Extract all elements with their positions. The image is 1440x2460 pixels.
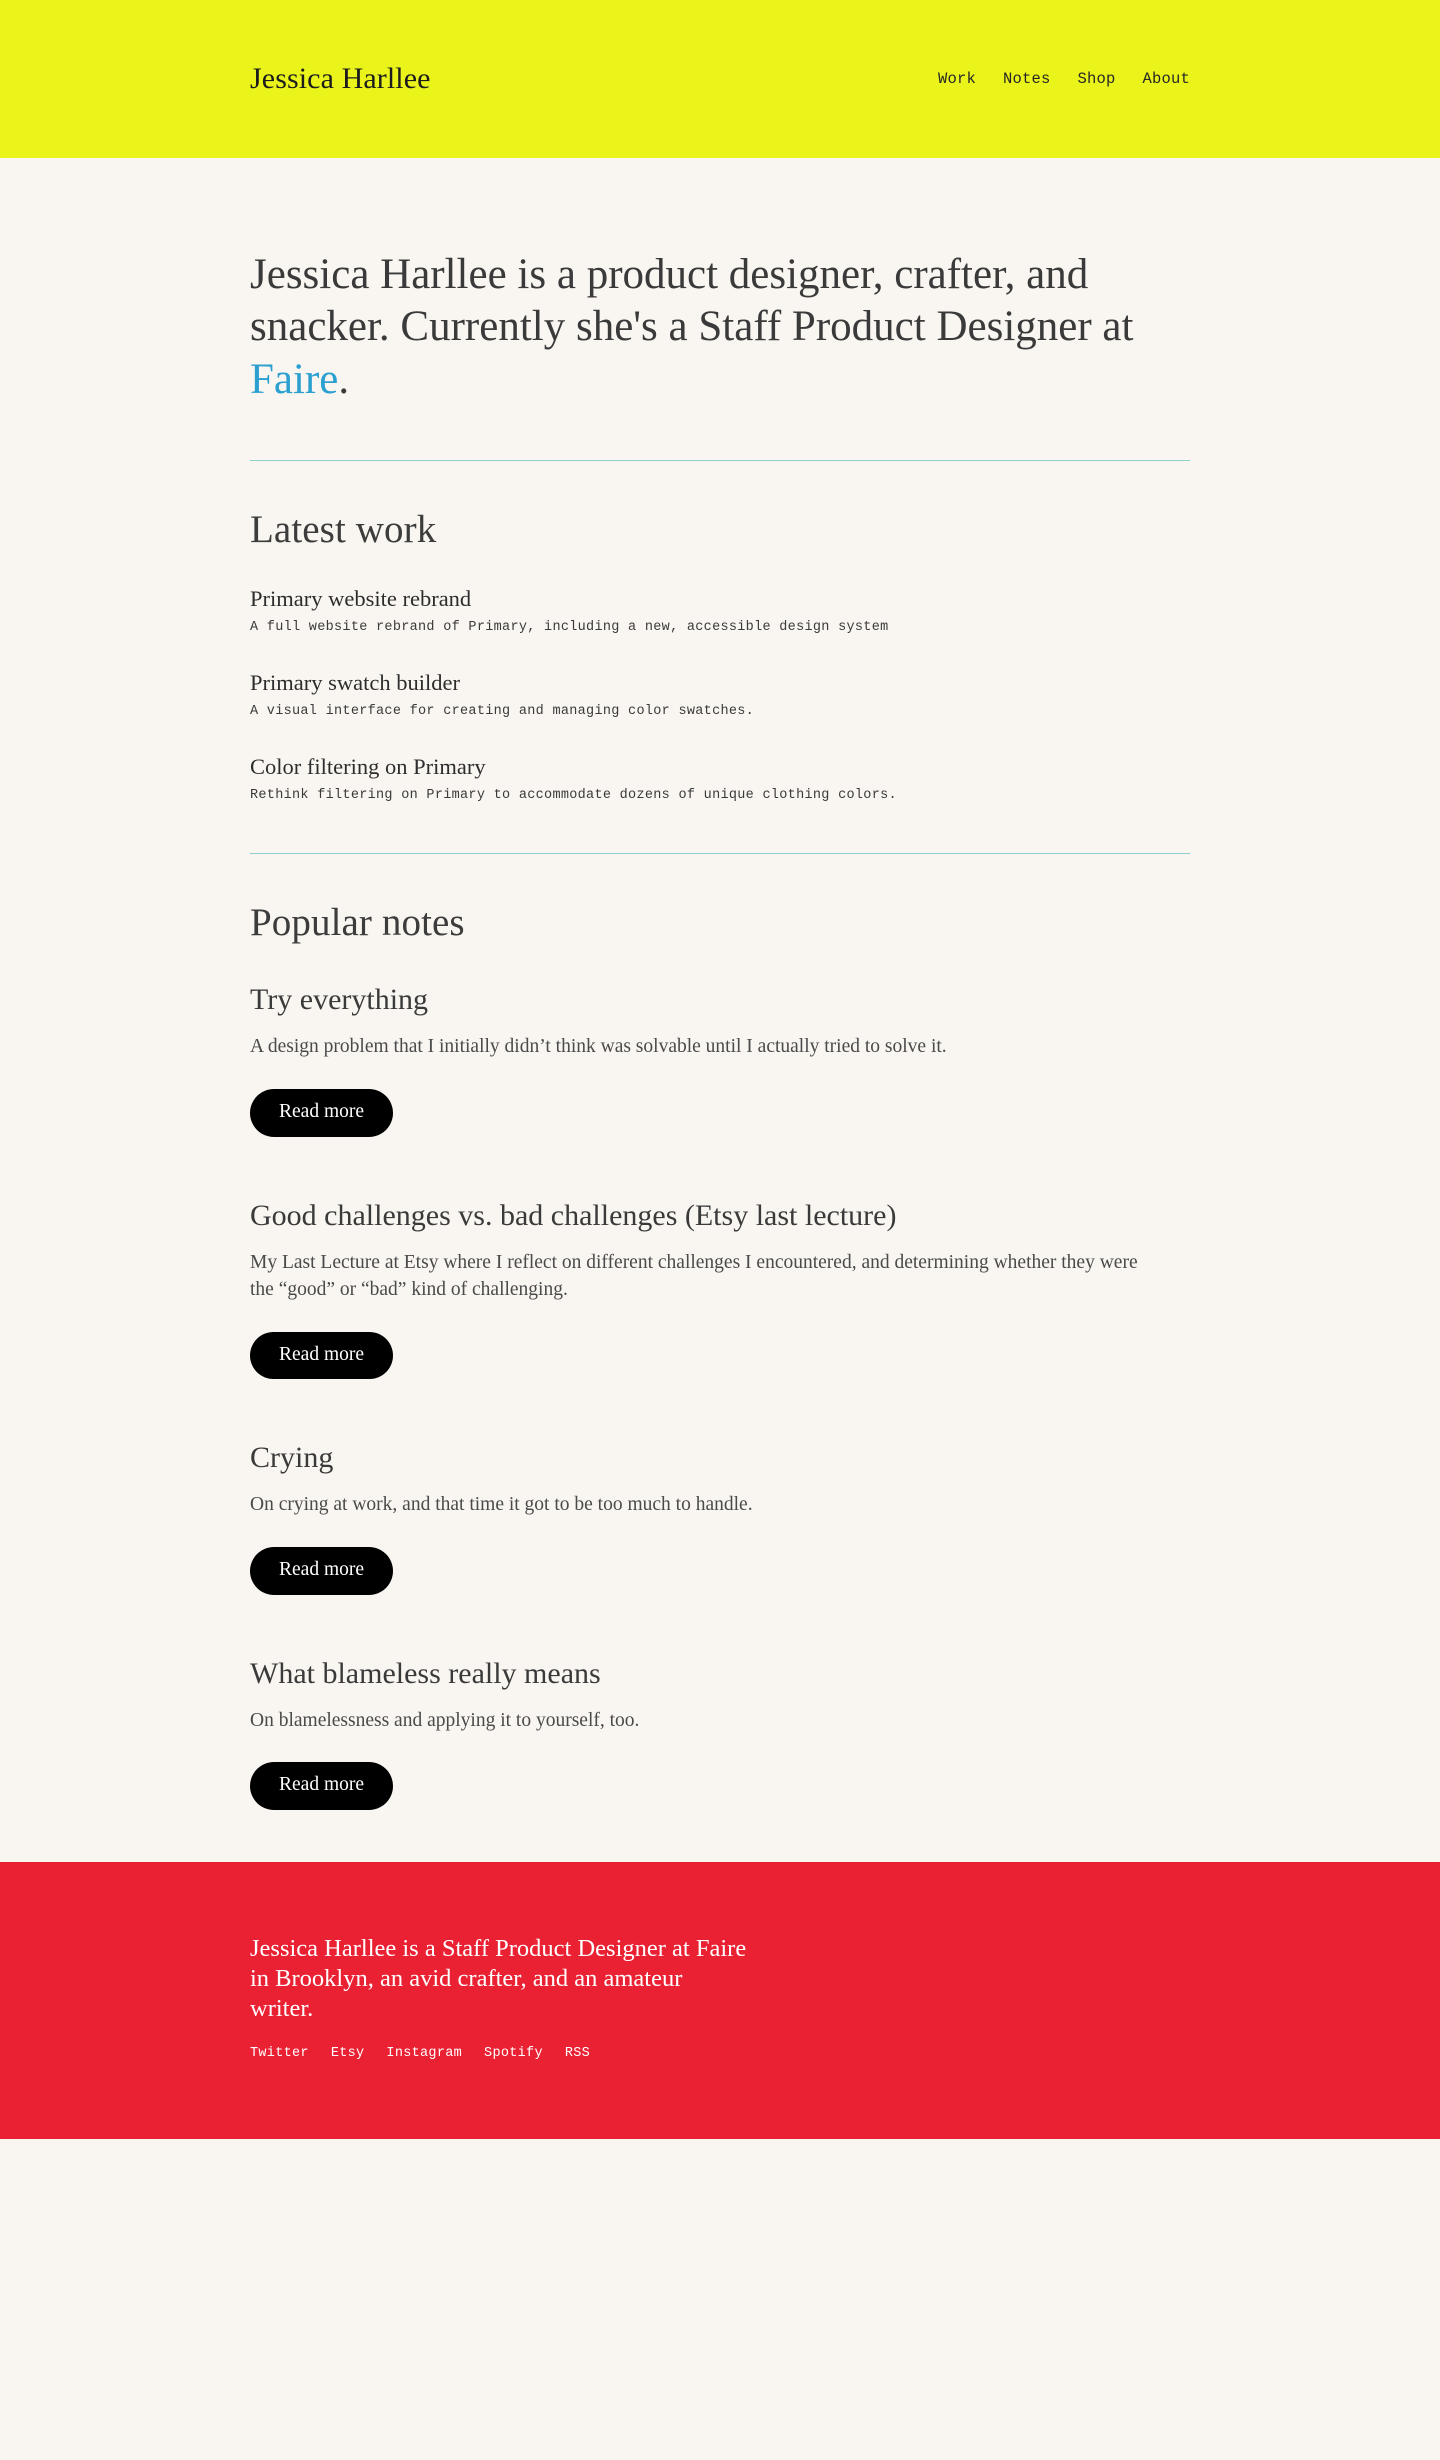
intro-paragraph: [250, 201, 1190, 406]
note-item: [250, 1657, 1190, 1810]
work-list-item[interactable]: [250, 754, 1190, 803]
note-item: [250, 1441, 1190, 1594]
site-brand[interactable]: Jessica Harllee: [250, 62, 431, 95]
intro-text-part1: Jessica Harllee is a product designer, crafter, and snacker. Currently she's a Staff Product Designer at: [250, 251, 1134, 351]
popular-notes-heading: Popular notes: [250, 901, 465, 945]
nav-item-shop[interactable]: Shop: [1077, 70, 1116, 88]
spacer: [250, 1810, 1190, 1862]
read-more-button[interactable]: Read more: [250, 1089, 393, 1137]
read-more-button[interactable]: Read more: [250, 1332, 393, 1380]
work-item-description: A full website rebrand of Primary, including a new, accessible design system: [250, 620, 889, 636]
work-list-item[interactable]: [250, 586, 1190, 635]
footer-link-etsy[interactable]: Etsy: [330, 2046, 365, 2062]
note-description: On crying at work, and that time it got to be too much to handle.: [250, 1494, 753, 1516]
note-title[interactable]: What blameless really means: [250, 1656, 601, 1690]
work-item-title[interactable]: Color filtering on Primary: [250, 754, 486, 780]
nav-item-work[interactable]: Work: [937, 70, 976, 88]
footer-link-twitter[interactable]: Twitter: [250, 2046, 309, 2062]
site-footer: [0, 1862, 1440, 2139]
latest-work-heading: Latest work: [250, 508, 437, 552]
work-list-item[interactable]: [250, 670, 1190, 719]
note-title[interactable]: Good challenges vs. bad challenges (Etsy last lecture): [250, 1198, 897, 1232]
work-item-title[interactable]: Primary website rebrand: [250, 586, 472, 612]
intro-text-part2: .: [338, 355, 350, 403]
main-nav: [938, 70, 1190, 88]
read-more-button[interactable]: Read more: [250, 1762, 393, 1810]
footer-link-spotify[interactable]: Spotify: [484, 2046, 543, 2062]
divider-top: [250, 460, 1190, 461]
notes-list: [250, 983, 1190, 1809]
read-more-button[interactable]: Read more: [250, 1547, 393, 1595]
note-description: My Last Lecture at Etsy where I reflect on different challenges I encountered, and determining whether they were the “good” or “bad” kind of challenging.: [250, 1251, 1138, 1301]
footer-links: [250, 2046, 1190, 2061]
header-inner: [0, 62, 1440, 96]
divider-middle: [250, 853, 1190, 854]
faire-link[interactable]: Faire: [250, 355, 339, 403]
work-item-description: A visual interface for creating and managing color swatches.: [250, 704, 755, 720]
note-item: [250, 983, 1190, 1136]
note-description: On blamelessness and applying it to yourself, too.: [250, 1709, 640, 1731]
site-header: [0, 0, 1440, 158]
note-description: A design problem that I initially didn’t think was solvable until I actually tried to solve it.: [250, 1036, 947, 1058]
main-content: [0, 201, 1440, 1862]
nav-item-notes[interactable]: Notes: [1002, 70, 1051, 88]
work-list: [250, 586, 1190, 803]
work-item-title[interactable]: Primary swatch builder: [250, 670, 460, 696]
note-title[interactable]: Crying: [250, 1441, 334, 1475]
footer-link-instagram[interactable]: Instagram: [386, 2046, 463, 2062]
work-item-description: Rethink filtering on Primary to accommodate dozens of unique clothing colors.: [250, 788, 897, 804]
page-bottom-strip: [0, 2139, 1440, 2177]
nav-item-about[interactable]: About: [1142, 70, 1190, 88]
footer-link-rss[interactable]: RSS: [564, 2046, 591, 2062]
note-title[interactable]: Try everything: [250, 983, 429, 1017]
footer-bio: Jessica Harllee is a Staff Product Designer at Faire in Brooklyn, an avid crafter, and an amateur writer.: [250, 1934, 747, 2023]
note-item: [250, 1199, 1190, 1380]
